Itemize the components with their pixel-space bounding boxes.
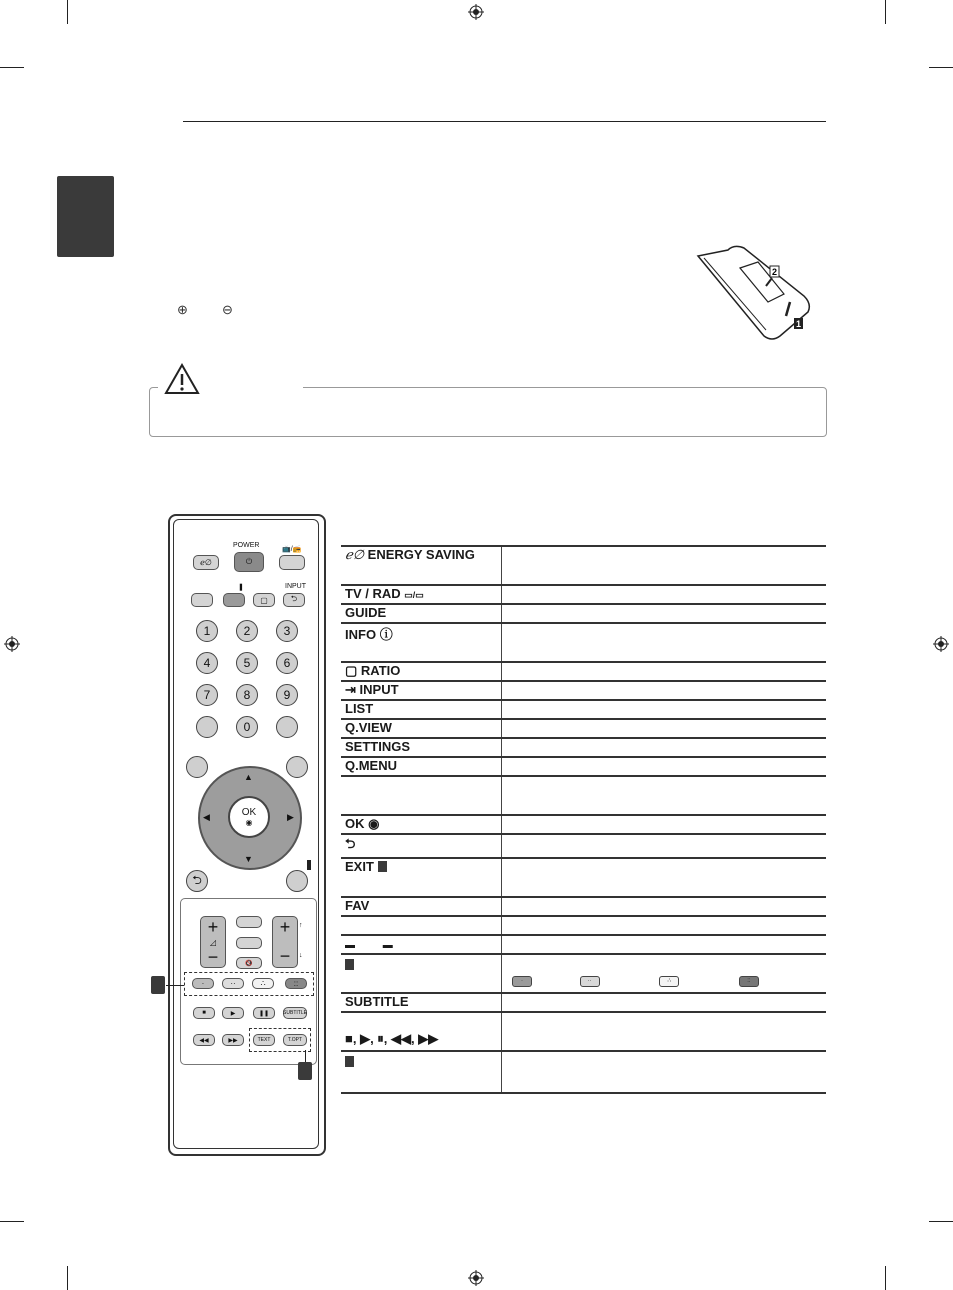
- exit-icon: [378, 861, 387, 872]
- row-key: EXIT: [345, 859, 374, 874]
- crop-mark: [67, 0, 68, 24]
- fast-forward-button[interactable]: ▶▶: [222, 1034, 244, 1046]
- row-key: OK: [345, 816, 365, 831]
- table-row: [341, 738, 826, 757]
- ok-icon: ◉: [368, 816, 380, 831]
- polarity-plus-icon: ⊕: [177, 302, 188, 317]
- tv-radio-label: 📺/📻: [282, 546, 302, 553]
- mute-button[interactable]: 🔇: [236, 957, 262, 969]
- info-button[interactable]: [223, 593, 245, 607]
- table-row: [341, 623, 826, 662]
- table-row: [341, 604, 826, 623]
- energy-saving-button[interactable]: ℯ∅: [193, 555, 219, 570]
- table-row: [341, 1051, 826, 1093]
- number-0-button[interactable]: 0: [236, 716, 258, 738]
- number-6-button[interactable]: 6: [276, 652, 298, 674]
- blue-swatch: ::: [739, 976, 759, 987]
- guide-button[interactable]: [191, 593, 213, 607]
- callout-1-icon: [345, 959, 354, 970]
- energy-saving-icon: ℯ∅: [345, 547, 365, 562]
- program-rocker[interactable]: + −: [272, 916, 298, 968]
- battery-step-2-label: 2: [772, 267, 778, 277]
- ok-button[interactable]: OK ◉: [228, 796, 270, 838]
- row-key: ENERGY SAVING: [367, 547, 475, 562]
- input-button[interactable]: ⮌: [283, 593, 305, 607]
- q-view-button[interactable]: [276, 716, 298, 738]
- remote-battery-cover-illustration: [694, 244, 812, 344]
- input-label: INPUT: [285, 583, 306, 590]
- table-row: [341, 897, 826, 916]
- play-button[interactable]: ▶: [222, 1007, 244, 1019]
- table-row: [341, 834, 826, 858]
- green-swatch: ··: [580, 976, 600, 987]
- stop-button[interactable]: ■: [193, 1007, 215, 1019]
- remote-buttons-table: [341, 545, 826, 1094]
- row-key: TV / RAD: [345, 586, 401, 601]
- tv-radio-icon: ▭/▭: [404, 590, 424, 600]
- caution-box: [149, 387, 827, 437]
- row-key: LIST: [345, 701, 374, 716]
- crop-mark: [885, 0, 886, 24]
- registration-mark-icon: [4, 636, 20, 652]
- table-row: [341, 681, 826, 700]
- number-4-button[interactable]: 4: [196, 652, 218, 674]
- registration-mark-icon: [468, 4, 484, 20]
- number-1-button[interactable]: 1: [196, 620, 218, 642]
- crop-mark: [929, 67, 953, 68]
- input-icon: ⇥: [345, 682, 356, 697]
- t-opt-button[interactable]: T.OPT: [283, 1034, 307, 1046]
- table-row: [341, 700, 826, 719]
- volume-rocker[interactable]: + ◿ −: [200, 916, 226, 968]
- row-key: INPUT: [359, 682, 399, 697]
- callout-1-marker: [151, 976, 165, 994]
- right-arrow-icon[interactable]: ▶: [287, 812, 294, 822]
- table-row: [341, 719, 826, 738]
- crop-mark: [929, 1221, 953, 1222]
- registration-mark-icon: [468, 1270, 484, 1286]
- warning-triangle-icon: [164, 363, 200, 395]
- crop-mark: [0, 67, 24, 68]
- rewind-button[interactable]: ◀◀: [193, 1034, 215, 1046]
- power-label: POWER: [233, 542, 260, 549]
- text-button[interactable]: TEXT: [253, 1034, 275, 1046]
- chapter-tab: [57, 176, 114, 257]
- row-key: INFO: [345, 627, 377, 642]
- header-rule: [183, 121, 826, 122]
- ratio-button[interactable]: ▢: [253, 593, 275, 607]
- crop-mark: [885, 1266, 886, 1290]
- row-key: Q.MENU: [345, 758, 397, 773]
- table-row: [341, 935, 826, 954]
- row-key: FAV: [345, 898, 370, 913]
- red-key-button[interactable]: ·: [192, 978, 214, 989]
- battery-step-1-label: 1: [796, 319, 802, 329]
- table-row: [341, 993, 826, 1012]
- callout-2-marker: [298, 1062, 312, 1080]
- row-key: RATIO: [360, 663, 401, 678]
- table-row: [341, 858, 826, 897]
- table-row: [341, 757, 826, 776]
- blank-button[interactable]: [236, 937, 262, 949]
- up-arrow-icon[interactable]: ▲: [244, 772, 253, 782]
- row-key: Q.VIEW: [345, 720, 392, 735]
- playback-keys-label: ■, ▶, ⏸, ◀◀, ▶▶: [345, 1031, 439, 1046]
- blue-key-button[interactable]: ::: [285, 978, 307, 989]
- row-key: SETTINGS: [345, 739, 411, 754]
- ratio-icon: ▢: [345, 663, 358, 678]
- polarity-minus-icon: ⊖: [222, 302, 233, 317]
- yellow-swatch: ∴: [659, 976, 679, 987]
- number-5-button[interactable]: 5: [236, 652, 258, 674]
- row-key: SUBTITLE: [345, 994, 409, 1009]
- registration-mark-icon: [933, 636, 949, 652]
- number-9-button[interactable]: 9: [276, 684, 298, 706]
- down-arrow-icon[interactable]: ▼: [244, 854, 253, 864]
- left-arrow-icon[interactable]: ◀: [203, 812, 210, 822]
- red-swatch: ·: [512, 976, 532, 987]
- q-menu-button[interactable]: [286, 756, 308, 778]
- table-row: [341, 916, 826, 935]
- table-row: [341, 585, 826, 604]
- number-8-button[interactable]: 8: [236, 684, 258, 706]
- number-2-button[interactable]: 2: [236, 620, 258, 642]
- green-key-button[interactable]: ··: [222, 978, 244, 989]
- power-button[interactable]: ⏻: [234, 552, 264, 572]
- subtitle-button[interactable]: SUBTITLE: [283, 1007, 307, 1019]
- settings-button[interactable]: [186, 756, 208, 778]
- table-row: [341, 815, 826, 834]
- page-arrows-icon: ▬ ▬: [345, 940, 393, 951]
- table-row: [341, 954, 826, 993]
- table-row: [341, 776, 826, 815]
- yellow-key-button[interactable]: ∴: [252, 978, 274, 989]
- list-button[interactable]: [196, 716, 218, 738]
- back-icon: ⮌: [345, 836, 356, 851]
- back-button[interactable]: ⮌: [186, 870, 208, 892]
- callout-2-icon: [345, 1056, 354, 1067]
- crop-mark: [67, 1266, 68, 1290]
- table-row: [341, 546, 826, 585]
- number-7-button[interactable]: 7: [196, 684, 218, 706]
- info-icon: ⓘ: [379, 627, 393, 642]
- table-row: [341, 662, 826, 681]
- tv-radio-button[interactable]: [279, 555, 305, 570]
- number-3-button[interactable]: 3: [276, 620, 298, 642]
- table-row: [341, 1012, 826, 1051]
- exit-mark-icon: [307, 860, 311, 870]
- row-key: GUIDE: [345, 605, 387, 620]
- fav-button[interactable]: [236, 916, 262, 928]
- pause-button[interactable]: ❚❚: [253, 1007, 275, 1019]
- exit-button[interactable]: [286, 870, 308, 892]
- crop-mark: [0, 1221, 24, 1222]
